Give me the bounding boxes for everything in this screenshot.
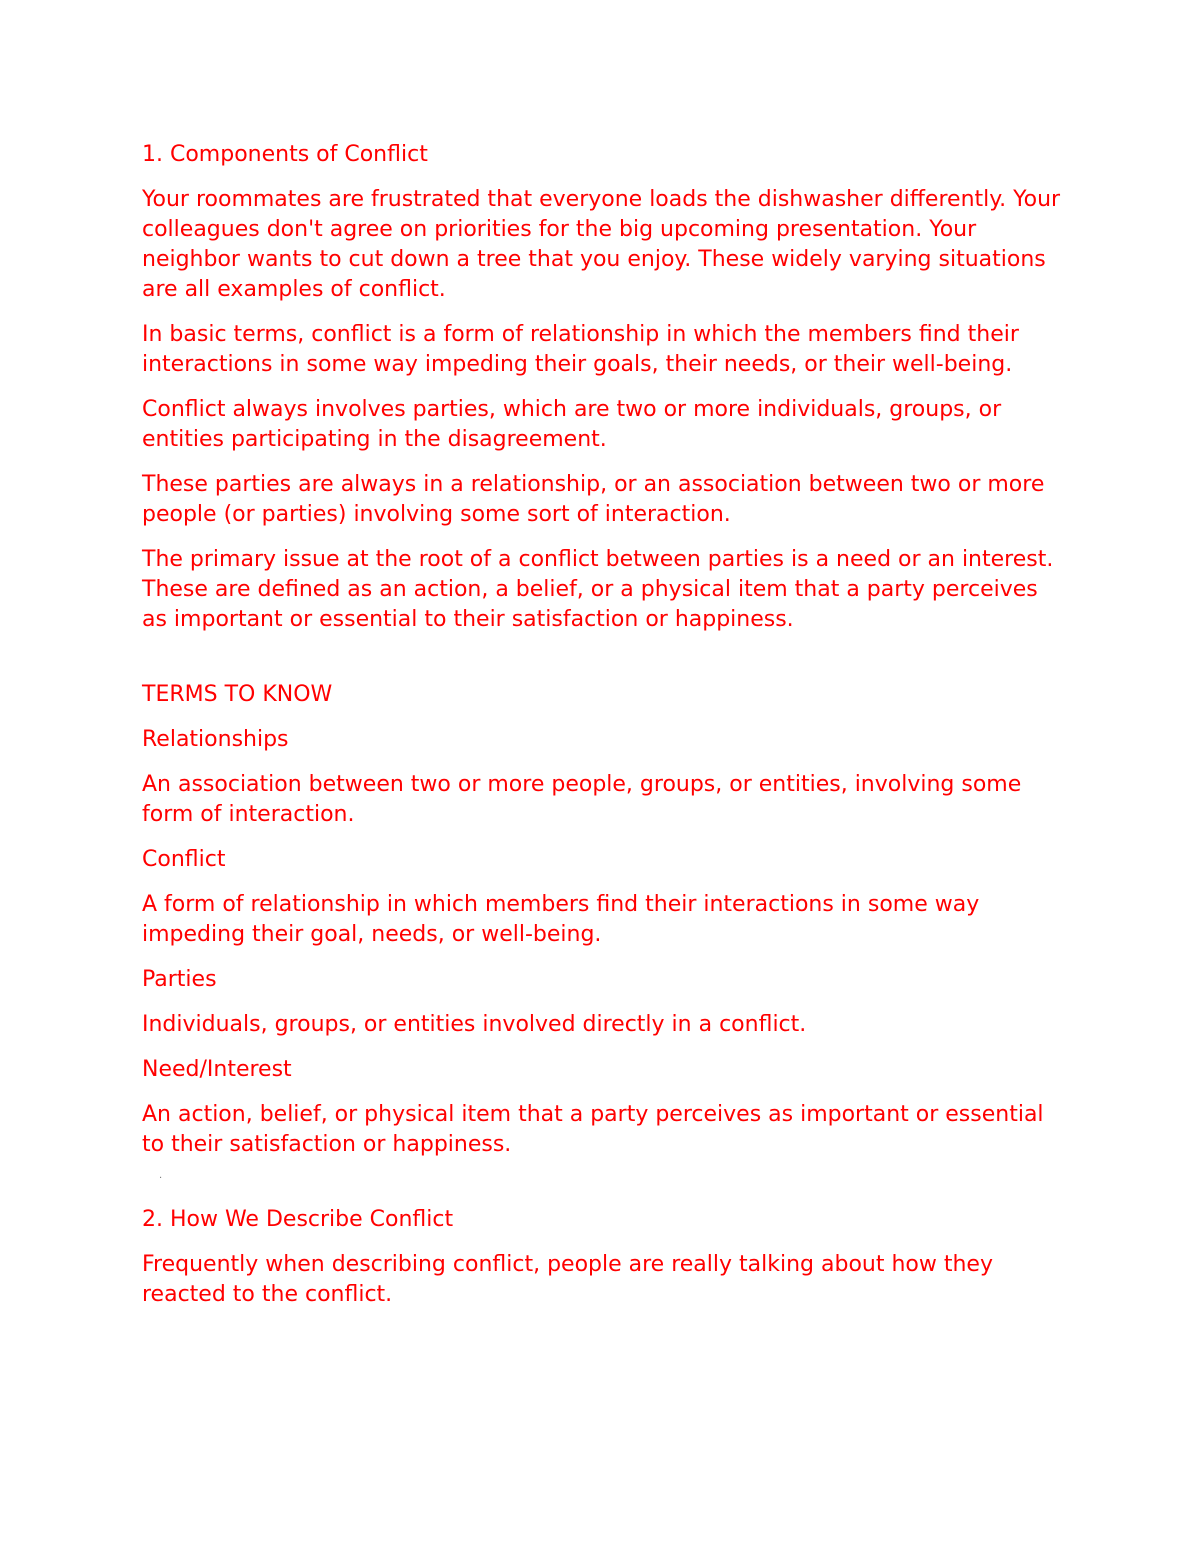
section-2-heading: 2. How We Describe Conflict — [142, 1207, 454, 1232]
terms-heading: TERMS TO KNOW — [142, 682, 333, 707]
term-label: Relationships — [142, 727, 289, 752]
term-definition: An association between two or more people, groups, or entities, involving some form of interaction. — [142, 772, 1022, 827]
term-definition: Individuals, groups, or entities involved directly in a conflict. — [142, 1012, 807, 1037]
section-1-paragraph: Your roommates are frustrated that everyone loads the dishwasher differently. Your colleagues don't agree on priorities for the big upcoming presentation. Your neighbor wants to cut down a tree that you enjoy. These widely varying situations are all examples of conflict. — [142, 187, 1061, 302]
stray-mark-line — [142, 1170, 1062, 1205]
section-1-paragraph: Conflict always involves parties, which are two or more individuals, groups, or entities participating in the disagreement. — [142, 397, 1002, 452]
section-1-heading: 1. Components of Conflict — [142, 142, 428, 167]
term-label: Parties — [142, 967, 217, 992]
section-1-paragraph: In basic terms, conflict is a form of relationship in which the members find their interactions in some way impeding their goals, their needs, or their well-being. — [142, 322, 1019, 377]
term-definition: A form of relationship in which members find their interactions in some way impeding their goal, needs, or well-being. — [142, 892, 980, 947]
term-label: Conflict — [142, 847, 226, 872]
document-body — [142, 140, 1062, 1325]
section-2-paragraph: Frequently when describing conflict, people are really talking about how they reacted to the conflict. — [142, 1252, 993, 1307]
term-definition: An action, belief, or physical item that a party perceives as important or essential to their satisfaction or happiness. — [142, 1102, 1044, 1157]
section-1-paragraph: These parties are always in a relationship, or an association between two or more people (or parties) involving some sort of interaction. — [142, 472, 1045, 527]
stray-mark: . — [159, 1170, 163, 1181]
section-1-paragraph: The primary issue at the root of a conflict between parties is a need or an interest. These are defined as an action, a belief, or a physical item that a party perceives as important or essential to their satisfaction or happiness. — [142, 547, 1054, 632]
spacer — [142, 650, 1062, 680]
term-label: Need/Interest — [142, 1057, 292, 1082]
